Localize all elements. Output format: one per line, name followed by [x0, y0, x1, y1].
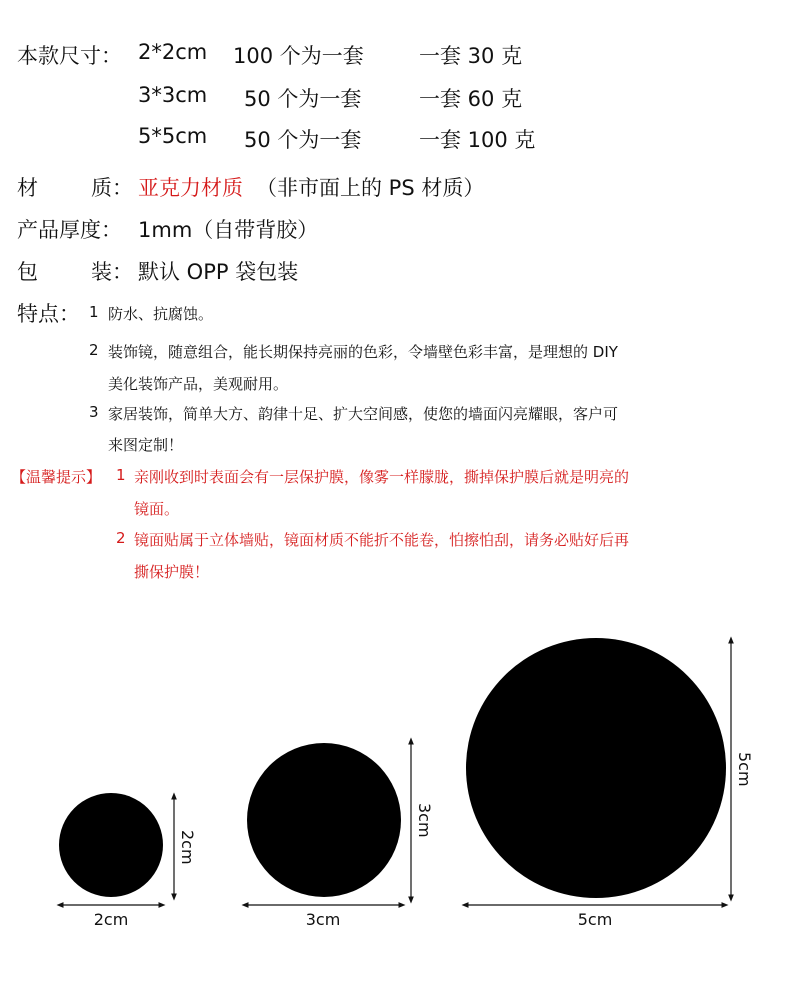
tip-line: 镜面贴属于立体墙贴，镜面材质不能折不能卷，怕擦怕刮，请务必贴好后再: [134, 531, 630, 549]
size-label: 本款尺寸：: [17, 44, 122, 68]
feature-number: 3: [89, 403, 99, 421]
feature-line: 来图定制！: [108, 436, 184, 454]
tips-label: 【温馨提示】: [11, 468, 102, 486]
qty-value-5cm: 50 个为一套: [244, 128, 362, 152]
weight-value-3cm: 一套 60 克: [419, 87, 523, 111]
qty-value-3cm: 50 个为一套: [244, 87, 362, 111]
width-label-3cm: 3cm: [305, 910, 341, 929]
features-label: 特点：: [17, 302, 80, 326]
feature-number: 1: [89, 303, 99, 321]
material-highlight: 亚克力材质: [138, 176, 243, 200]
weight-value-2cm: 一套 30 克: [419, 44, 523, 68]
size-value-2cm: 2*2cm: [138, 40, 208, 64]
width-label-2cm: 2cm: [93, 910, 129, 929]
circle-size-diagram: [0, 600, 801, 989]
feature-line: 美化装饰产品，美观耐用。: [108, 375, 289, 393]
packaging-value: 默认 OPP 袋包装: [138, 260, 299, 284]
thickness-label: 产品厚度：: [17, 218, 122, 242]
height-label-3cm: 3cm: [415, 803, 434, 838]
material-label-char1: 材: [17, 176, 38, 200]
feature-number: 2: [89, 341, 99, 359]
material-label-char2: 质：: [91, 176, 133, 200]
tip-number: 2: [116, 529, 126, 547]
feature-line: 装饰镜，随意组合，能长期保持亮丽的色彩，令墙壁色彩丰富，是理想的 DIY: [108, 343, 618, 361]
height-label-2cm: 2cm: [178, 830, 197, 865]
circle-5cm: [466, 638, 726, 898]
tip-line: 撕保护膜！: [134, 563, 210, 581]
tip-line: 镜面。: [134, 500, 180, 518]
size-value-3cm: 3*3cm: [138, 83, 208, 107]
size-value-5cm: 5*5cm: [138, 124, 208, 148]
circle-3cm: [247, 743, 401, 897]
circle-2cm: [59, 793, 163, 897]
feature-line: 家居装饰，简单大方、韵律十足、扩大空间感，使您的墙面闪亮耀眼，客户可: [108, 405, 619, 423]
height-label-5cm: 5cm: [735, 752, 754, 787]
weight-value-5cm: 一套 100 克: [419, 128, 536, 152]
tip-line: 亲刚收到时表面会有一层保护膜，像雾一样朦胧，撕掉保护膜后就是明亮的: [134, 468, 630, 486]
qty-value-2cm: 100 个为一套: [233, 44, 364, 68]
tip-number: 1: [116, 466, 126, 484]
packaging-label-char2: 装：: [91, 260, 133, 284]
packaging-label-char1: 包: [17, 260, 38, 284]
feature-line: 防水、抗腐蚀。: [108, 305, 214, 323]
thickness-value: 1mm（自带背胶）: [138, 218, 319, 242]
width-label-5cm: 5cm: [577, 910, 613, 929]
material-note: （非市面上的 PS 材质）: [256, 176, 485, 200]
